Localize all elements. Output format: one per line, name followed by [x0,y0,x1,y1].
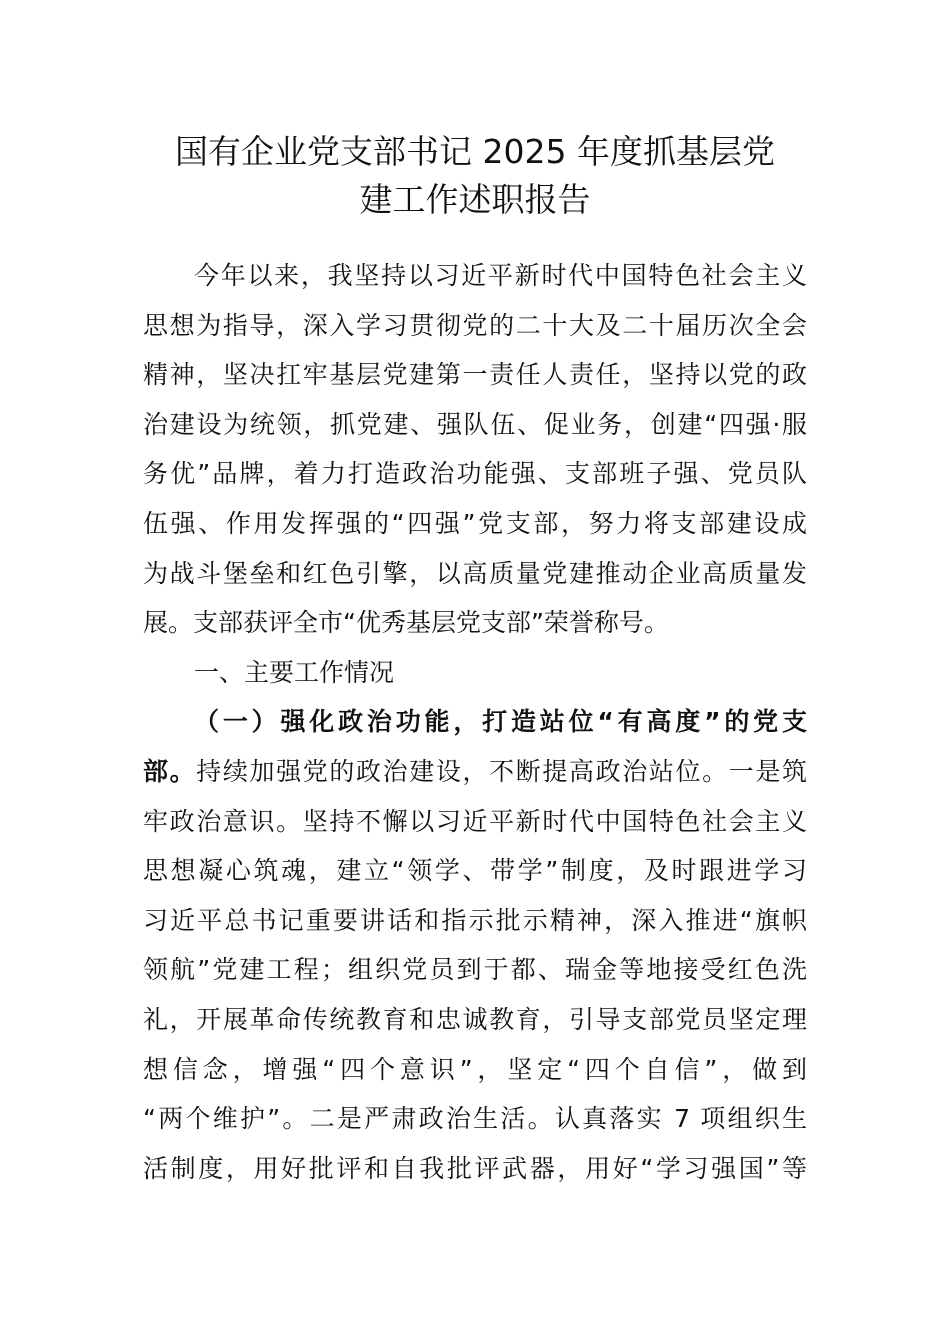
subsection-paragraph [143,697,807,1193]
paragraph-line [143,747,807,797]
paragraph-line: 想信念，增强“四个意识”，坚定“四个自信”，做到 [143,1054,807,1084]
paragraph-line: 今年以来，我坚持以习近平新时代中国特色社会主义 [194,261,807,290]
intro-paragraph [143,251,807,648]
subsection-heading: （一）强化政治功能，打造站位“有高度”的党支 [194,707,807,737]
paragraph-line: 务优”品牌，着力打造政治功能强、支部班子强、党员队 [143,459,807,489]
paragraph-line: 礼，开展革命传统教育和忠诚教育，引导支部党员坚定理 [143,1004,807,1034]
title-line-2: 建工作述职报告 [359,180,591,219]
paragraph-line: 习近平总书记重要讲话和指示批示精神，深入推进“旗帜 [143,905,807,935]
document-title [143,128,807,224]
paragraph-line: 思想凝心筑魂，建立“领学、带学”制度，及时跟进学习 [143,856,807,886]
paragraph-line: 伍强、作用发挥强的“四强”党支部，努力将支部建设成 [143,508,807,538]
document-body [143,251,807,1193]
paragraph-line: 领航”党建工程；组织党员到于都、瑞金等地接受红色洗 [143,955,807,985]
paragraph-line: 治建设为统领，抓党建、强队伍、促业务，创建“四强·服 [143,409,807,439]
paragraph-line: “两个维护”。二是严肃政治生活。认真落实 7 项组织生 [143,1104,807,1134]
paragraph-line: 为战斗堡垒和红色引擎，以高质量党建推动企业高质量发 [143,558,807,588]
title-line-1: 国有企业党支部书记 2025 年度抓基层党 [175,132,775,171]
paragraph-text: 持续加强党的政治建设，不断提高政治站位。一是筑 [196,756,807,786]
subsection-heading-tail: 部。 [143,756,197,786]
paragraph-line: 思想为指导，深入学习贯彻党的二十大及二十届历次全会 [143,310,807,340]
paragraph-line: 活制度，用好批评和自我批评武器，用好“学习强国”等 [143,1153,807,1183]
paragraph-line: 牢政治意识。坚持不懈以习近平新时代中国特色社会主义 [143,806,807,836]
paragraph-line: 展。支部获评全市“优秀基层党支部”荣誉称号。 [143,608,669,638]
section-heading: 一、主要工作情况 [194,657,395,687]
paragraph-line: 精神，坚决扛牢基层党建第一责任人责任，坚持以党的政 [143,360,807,390]
